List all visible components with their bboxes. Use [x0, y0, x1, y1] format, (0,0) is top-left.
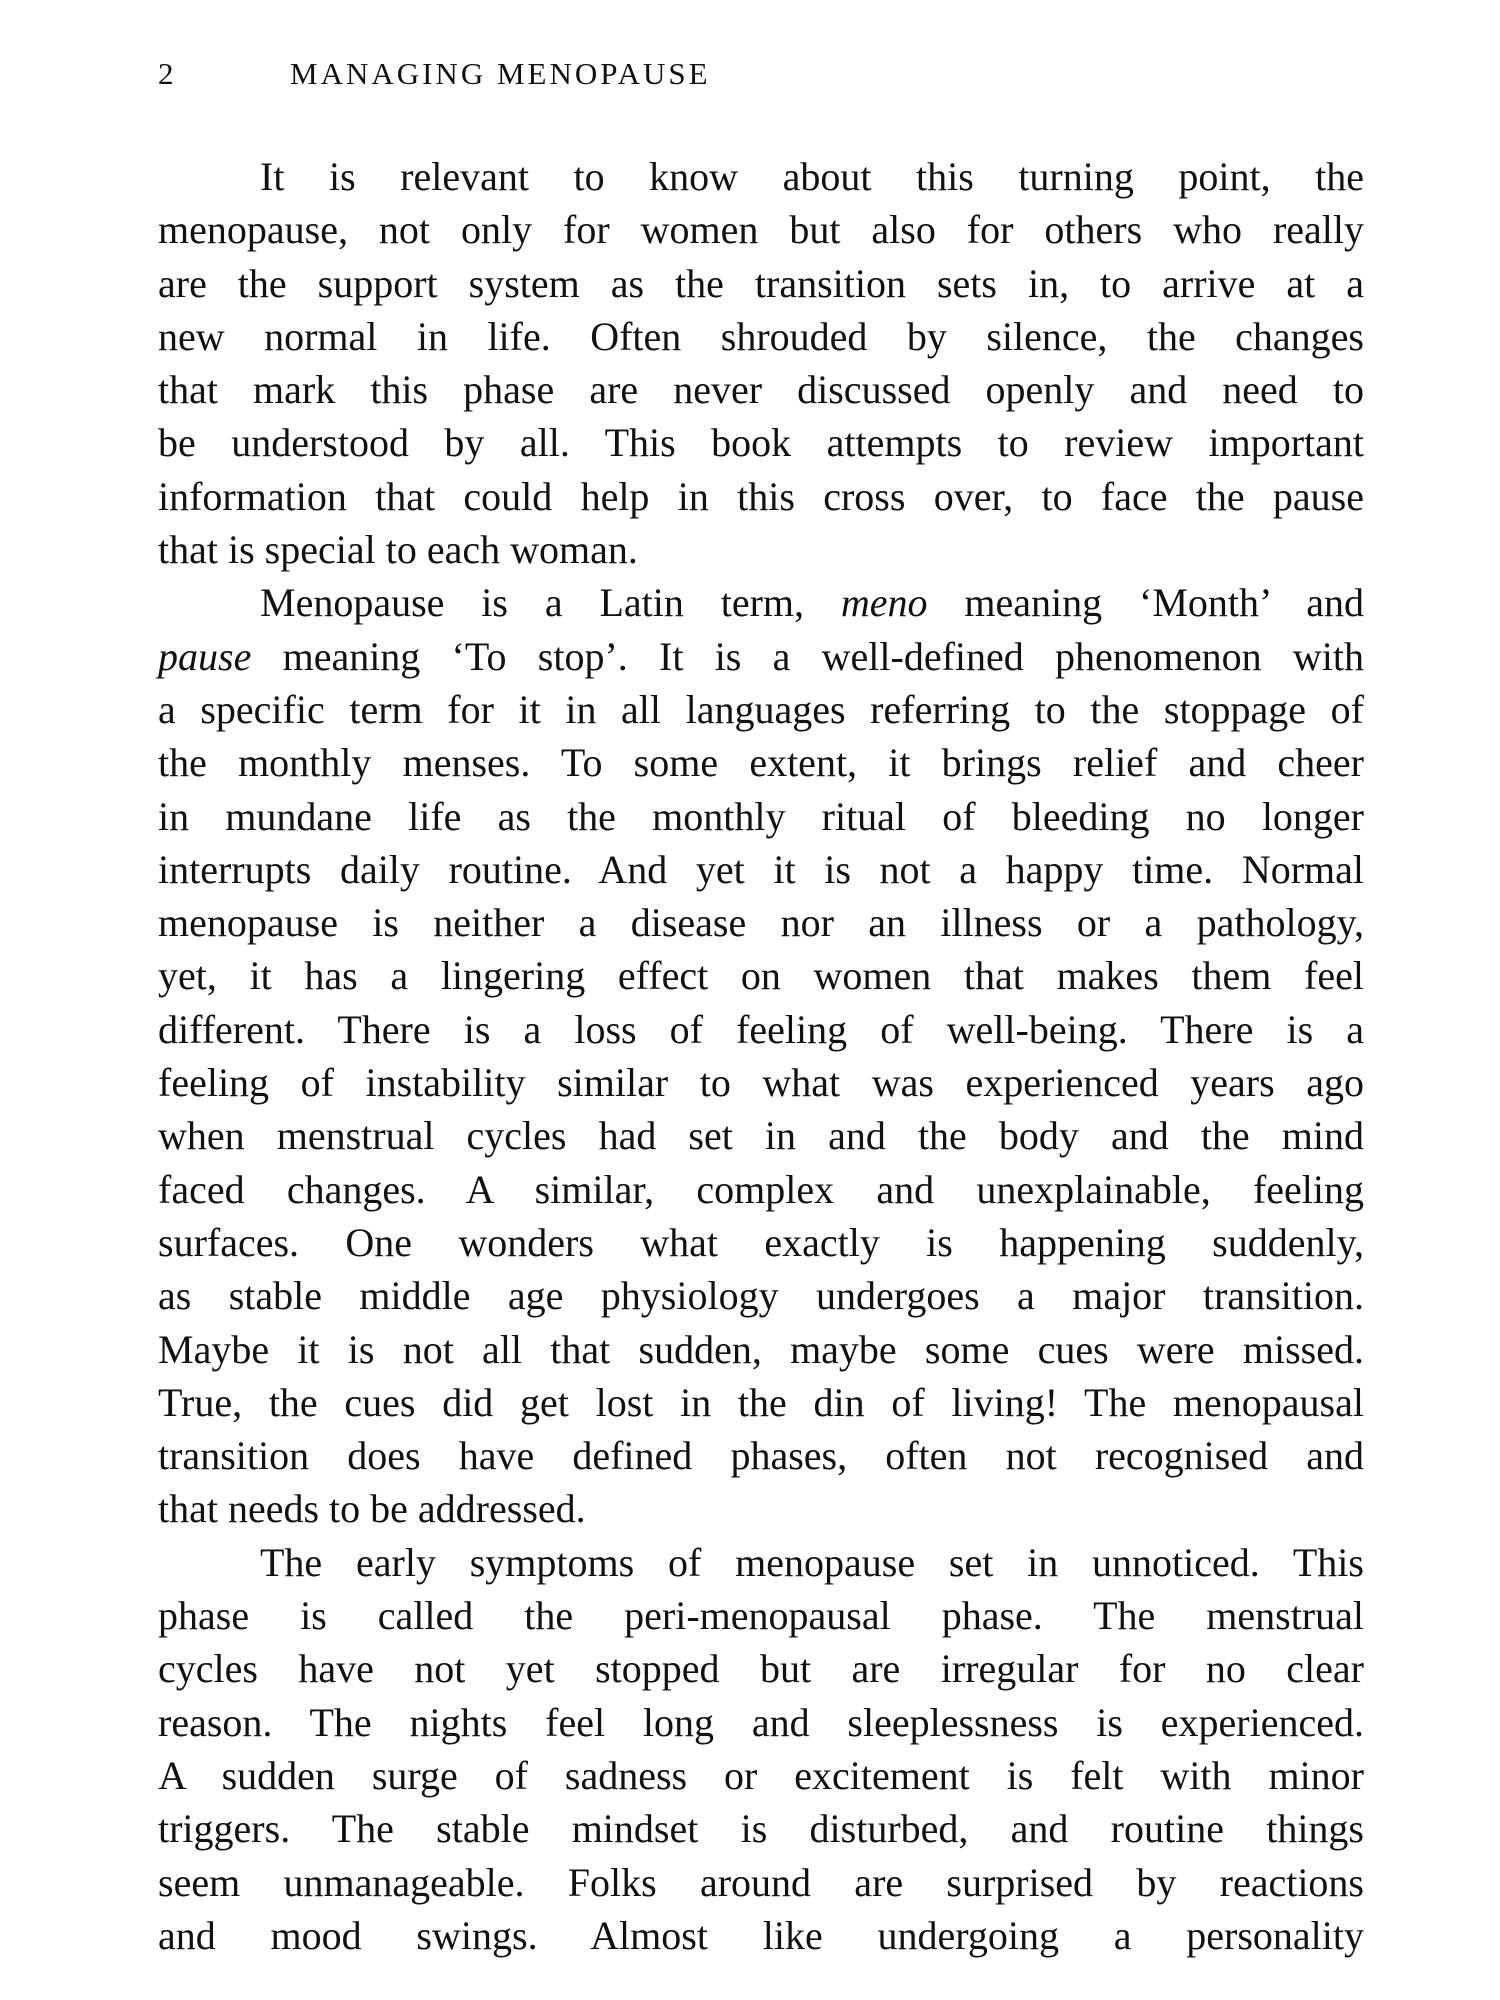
italic-term-pause: pause [158, 633, 252, 679]
text-line: reason. The nights feel long and sleeplessness is experienced. [158, 1699, 1364, 1745]
text-line: cycles have not yet stopped but are irregular for no clear [158, 1646, 1364, 1692]
text-line: The early symptoms of menopause set in unnoticed. This [260, 1539, 1364, 1585]
page-number: 2 [158, 56, 174, 91]
text-line: faced changes. A similar, complex and unexplainable, feeling [158, 1166, 1364, 1212]
text-line: Maybe it is not all that sudden, maybe some cues were missed. [158, 1326, 1364, 1372]
paragraph-3 [158, 1536, 1364, 1962]
text-line [158, 630, 1364, 683]
book-title: MANAGING MENOPAUSE [290, 56, 711, 91]
text-line: interrupts daily routine. And yet it is not a happy time. Normal [158, 846, 1364, 892]
text-line: yet, it has a lingering effect on women that makes them feel [158, 953, 1364, 999]
text-line [158, 576, 1364, 629]
text-line: menopause, not only for women but also for others who really [158, 207, 1364, 253]
text-line: A sudden surge of sadness or excitement is felt with minor [158, 1752, 1364, 1798]
text-line: transition does have defined phases, often not recognised and [158, 1433, 1364, 1479]
text-line: the monthly menses. To some extent, it brings relief and cheer [158, 740, 1364, 786]
paragraph-2 [158, 576, 1364, 1535]
italic-term-meno: meno [840, 580, 928, 626]
paragraph-1 [158, 150, 1364, 576]
text-line: different. There is a loss of feeling of well-being. There is a [158, 1006, 1364, 1052]
text-line: phase is called the peri-menopausal phase. The menstrual [158, 1593, 1364, 1639]
text-run: Menopause is a Latin term, [260, 580, 841, 626]
text-line: feeling of instability similar to what was experienced years ago [158, 1060, 1364, 1106]
body-text [158, 150, 1364, 1962]
text-line: seem unmanageable. Folks around are surprised by reactions [158, 1859, 1364, 1905]
text-run: meaning ‘Month’ and [927, 580, 1364, 626]
text-run: meaning ‘To stop’. It is a well-defined phenomenon with [251, 633, 1364, 679]
text-line: when menstrual cycles had set in and the body and the mind [158, 1113, 1364, 1159]
text-line: that needs to be addressed. [158, 1486, 586, 1532]
text-line: surfaces. One wonders what exactly is happening suddenly, [158, 1219, 1364, 1265]
text-line: are the support system as the transition sets in, to arrive at a [158, 260, 1364, 306]
text-line: and mood swings. Almost like undergoing a personality [158, 1912, 1364, 1958]
text-line: True, the cues did get lost in the din of living! The menopausal [158, 1379, 1364, 1425]
text-line: new normal in life. Often shrouded by silence, the changes [158, 313, 1364, 359]
text-line: that mark this phase are never discussed openly and need to [158, 367, 1364, 413]
text-line: as stable middle age physiology undergoes a major transition. [158, 1273, 1364, 1319]
running-head [158, 56, 1358, 96]
text-line: in mundane life as the monthly ritual of bleeding no longer [158, 793, 1364, 839]
text-line: menopause is neither a disease nor an illness or a pathology, [158, 900, 1364, 946]
text-line: information that could help in this cross over, to face the pause [158, 473, 1364, 519]
text-line: that is special to each woman. [158, 527, 638, 573]
text-line: be understood by all. This book attempts to review important [158, 420, 1364, 466]
text-line: triggers. The stable mindset is disturbed, and routine things [158, 1806, 1364, 1852]
text-line: a specific term for it in all languages referring to the stoppage of [158, 686, 1364, 732]
text-line: It is relevant to know about this turning point, the [260, 154, 1364, 199]
